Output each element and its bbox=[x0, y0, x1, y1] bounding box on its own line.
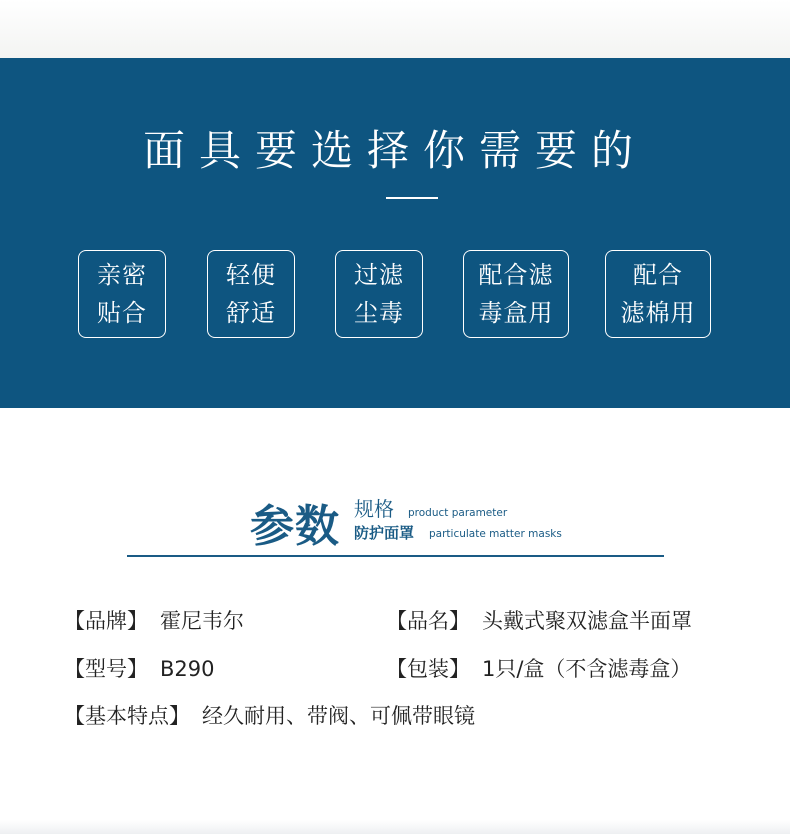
banner-title: 面具要选择你需要的 bbox=[142, 126, 647, 175]
feature-label: 配合 滤棉用 bbox=[620, 261, 696, 327]
spec-value: 霍尼韦尔 bbox=[160, 609, 244, 633]
spec-product-name bbox=[386, 605, 692, 635]
params-subtitle-cn: 规格 bbox=[354, 497, 394, 521]
spec-key: 【包装】 bbox=[386, 657, 470, 681]
spec-model bbox=[64, 653, 215, 683]
top-strip bbox=[0, 0, 790, 58]
feature-box-cotton bbox=[605, 250, 711, 338]
params-divider bbox=[127, 555, 664, 557]
spec-key: 【基本特点】 bbox=[64, 704, 190, 728]
spec-value: 头戴式聚双滤盒半面罩 bbox=[482, 609, 692, 633]
params-subtitle-en: product parameter bbox=[408, 507, 508, 519]
spec-value: 1只/盒（不含滤毒盒） bbox=[482, 657, 692, 681]
spec-value: B290 bbox=[160, 657, 215, 681]
feature-label: 亲密 贴合 bbox=[97, 261, 147, 327]
bottom-shadow bbox=[0, 820, 790, 834]
feature-box-cartridge bbox=[463, 250, 569, 338]
spec-features bbox=[64, 700, 475, 730]
feature-box-fit bbox=[78, 250, 166, 338]
feature-label: 轻便 舒适 bbox=[226, 261, 276, 327]
spec-key: 【品牌】 bbox=[64, 609, 148, 633]
banner-divider bbox=[386, 197, 438, 199]
spec-key: 【型号】 bbox=[64, 657, 148, 681]
feature-box-light bbox=[207, 250, 295, 338]
feature-box-filter bbox=[335, 250, 423, 338]
spec-value: 经久耐用、带阀、可佩带眼镜 bbox=[202, 704, 475, 728]
feature-label: 过滤 尘毒 bbox=[354, 261, 404, 327]
params-subtitle-cn-2: 防护面罩 bbox=[354, 524, 415, 542]
spec-packing bbox=[386, 653, 691, 683]
params-subtitle-en-2: particulate matter masks bbox=[429, 528, 562, 540]
spec-brand bbox=[64, 605, 244, 635]
feature-label: 配合滤 毒盒用 bbox=[478, 261, 554, 327]
spec-key: 【品名】 bbox=[386, 609, 470, 633]
banner bbox=[0, 58, 790, 408]
params-title: 参数 bbox=[250, 501, 340, 552]
